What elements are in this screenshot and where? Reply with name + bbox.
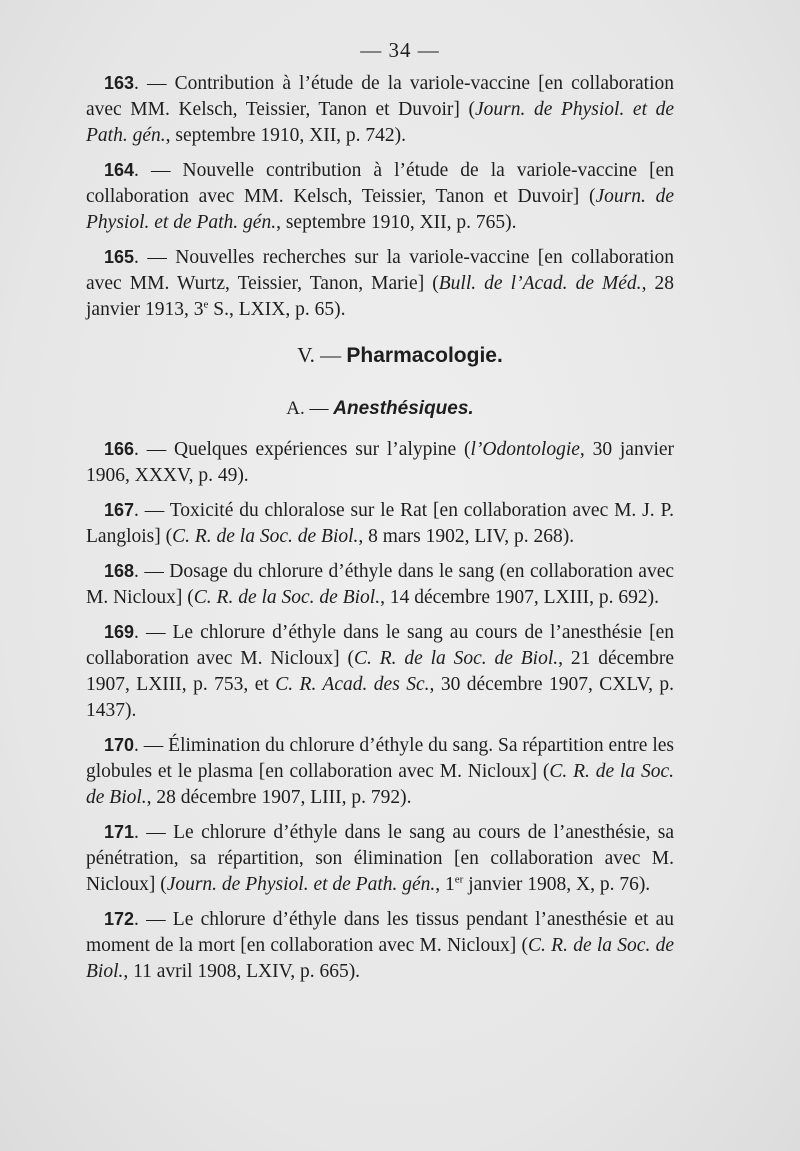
journal-title: C. R. de la Soc. de Biol. <box>86 935 675 982</box>
journal-title: l’Odontologie <box>470 439 580 460</box>
entry-text: . — Nouvelles recherches sur la variole-vaccine [en collaboration avec MM. Wurtz, Teissier, Tanon, Marie] ( <box>86 247 674 294</box>
entry-text: , septembre 1910, XII, p. 742). <box>165 125 407 146</box>
entry-text: , 14 décembre 1907, LXIII, p. 692). <box>380 587 659 608</box>
entry-number: 172 <box>104 909 135 929</box>
page-number: — 34 — <box>360 38 440 62</box>
entry-text: , 1 <box>435 874 455 895</box>
entry-text: . — Nouvelle contribution à l’étude de la variole-vaccine [en collaboration avec MM. Kelsch, Teissier, Tanon et Duvoir] ( <box>86 160 674 207</box>
entries-block-2 <box>86 436 674 993</box>
entry-number: 164 <box>104 160 135 180</box>
entry-text: e <box>203 298 209 311</box>
entry-text: , 8 mars 1902, LIV, p. 268). <box>358 526 575 547</box>
entry-text: , 30 janvier 1906, XXXV, p. 49). <box>86 439 675 486</box>
bibliography-entry <box>86 70 674 149</box>
bibliography-entry <box>86 436 674 489</box>
bibliography-entry <box>86 497 674 550</box>
bibliography-entry <box>86 732 674 811</box>
journal-title: C. R. de la Soc. de Biol. <box>172 526 359 547</box>
entry-text: , 11 avril 1908, LXIV, p. 665). <box>123 961 361 982</box>
entry-text: . — Quelques expériences sur l’alypine ( <box>134 439 471 460</box>
section-roman: V. — <box>297 343 347 367</box>
entry-number: 165 <box>104 247 135 267</box>
journal-title: Bull. de l’Acad. de Méd. <box>438 273 642 294</box>
entry-text: . — Le chlorure d’éthyle dans les tissus pendant l’anesthésie et au moment de la mort [en collaboration avec M. Nicloux] ( <box>86 909 674 956</box>
entry-text: . — Élimination du chlorure d’éthyle du sang. Sa répartition entre les globules et le plasma [en collaboration avec M. Nicloux] ( <box>86 735 674 782</box>
journal-title: Journ. de Physiol. et de Path. gén. <box>86 186 674 233</box>
entry-number: 163 <box>104 73 135 93</box>
entry-text: . — Toxicité du chloralose sur le Rat [en collaboration avec M. J. P. Langlois] ( <box>86 500 674 547</box>
entry-number: 171 <box>104 822 135 842</box>
entry-number: 167 <box>104 500 135 520</box>
bibliography-entry <box>86 619 674 724</box>
entry-number: 170 <box>104 735 135 755</box>
bibliography-entry <box>86 819 674 898</box>
journal-title: C. R. de la Soc. de Biol. <box>193 587 381 608</box>
entry-text: . — Le chlorure d’éthyle dans le sang au cours de l’anesthésie, sa pénétration, sa répartition, son élimination [en collaboration avec M. Nicloux] ( <box>86 822 674 895</box>
entry-text: , 28 janvier 1913, 3 <box>86 273 674 320</box>
entry-text: er <box>454 873 464 886</box>
journal-title: Journ. de Physiol. et de Path. gén. <box>166 874 436 895</box>
entry-text: , septembre 1910, XII, p. 765). <box>276 212 517 233</box>
journal-title: C. R. Acad. des Sc. <box>275 674 430 695</box>
entry-text: janvier 1908, X, p. 76). <box>463 874 651 895</box>
entry-text: S., LXIX, p. 65). <box>208 299 346 320</box>
entry-text: . — Dosage du chlorure d’éthyle dans le sang (en collaboration avec M. Nicloux] ( <box>86 561 674 608</box>
bibliography-entry <box>86 157 674 236</box>
entry-text: , 30 décembre 1907, CXLV, p. 1437). <box>86 674 675 721</box>
section-heading <box>0 343 800 368</box>
bibliography-entry <box>86 244 674 323</box>
journal-title: C. R. de la Soc. de Biol. <box>354 648 559 669</box>
subsection-name: Anesthésiques. <box>333 398 474 419</box>
bibliography-entry <box>86 906 674 985</box>
entry-number: 168 <box>104 561 135 581</box>
journal-title: C. R. de la Soc. de Biol. <box>86 761 674 808</box>
entry-number: 169 <box>104 622 135 642</box>
entry-text: . — Le chlorure d’éthyle dans le sang au cours de l’anesthésie [en collaboration avec M. Nicloux] ( <box>86 622 674 669</box>
section-name: Pharmacologie. <box>346 344 503 367</box>
entry-number: 166 <box>104 439 135 459</box>
bibliography-entry <box>86 558 674 611</box>
journal-title: Journ. de Physiol. et de Path. gén. <box>86 99 674 146</box>
entry-text: , 28 décembre 1907, LIII, p. 792). <box>146 787 412 808</box>
subsection-heading <box>0 398 760 420</box>
subsection-letter: A. — <box>286 398 334 419</box>
entry-text: . — Contribution à l’étude de la variole-vaccine [en collaboration avec MM. Kelsch, Teissier, Tanon et Duvoir] ( <box>86 73 674 120</box>
entry-text: , 21 décembre 1907, LXIII, p. 753, et <box>86 648 674 695</box>
entries-block-1 <box>86 70 674 331</box>
